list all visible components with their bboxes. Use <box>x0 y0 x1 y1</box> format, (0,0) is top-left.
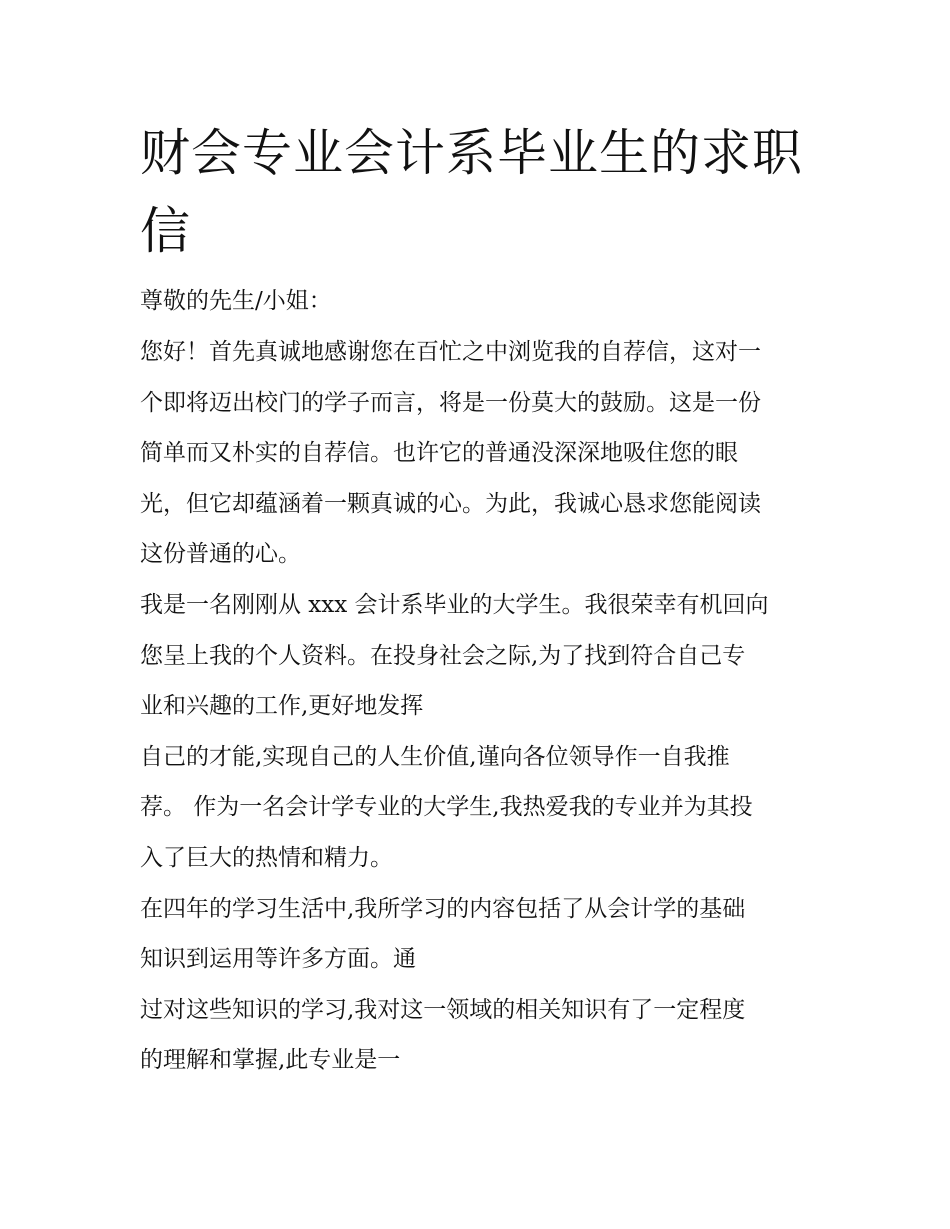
body-line: 这份普通的心。 <box>140 541 301 567</box>
body-line: 入了巨大的热情和精力。 <box>140 845 393 871</box>
body-line: 个即将迈出校门的学子而言，将是一份莫大的鼓励。这是一份 <box>140 390 761 416</box>
body-line: 在四年的学习生活中,我所学习的内容包括了从会计学的基础 <box>140 896 746 922</box>
body-line: 知识到运用等许多方面。通 <box>140 946 416 972</box>
body-line: 过对这些知识的学习,我对这一领域的相关知识有了一定程度 <box>140 997 746 1023</box>
body-line: 您呈上我的个人资料。在投身社会之际,为了找到符合自己专 <box>140 643 746 669</box>
body-line: 自己的才能,实现自己的人生价值,谨向各位领导作一自我推 <box>140 744 730 770</box>
body-line: 简单而又朴实的自荐信。也许它的普通没深深地吸住您的眼 <box>140 440 738 466</box>
salutation-line: 尊敬的先生/小姐： <box>140 288 332 314</box>
body-line: 荐。 作为一名会计学专业的大学生,我热爱我的专业并为其投 <box>140 794 753 820</box>
body-line: 您好！首先真诚地感谢您在百忙之中浏览我的自荐信，这对一 <box>140 339 761 365</box>
body-line: 光，但它却蕴涵着一颗真诚的心。为此，我诚心恳求您能阅读 <box>140 491 761 517</box>
document-title: 财会专业会计系毕业生的求职信 <box>140 124 803 260</box>
body-line: 我是一名刚刚从 xxx 会计系毕业的大学生。我很荣幸有机回向 <box>140 592 769 618</box>
body-line: 业和兴趣的工作,更好地发挥 <box>140 693 424 719</box>
body-line: 的理解和掌握,此专业是一 <box>140 1047 401 1073</box>
